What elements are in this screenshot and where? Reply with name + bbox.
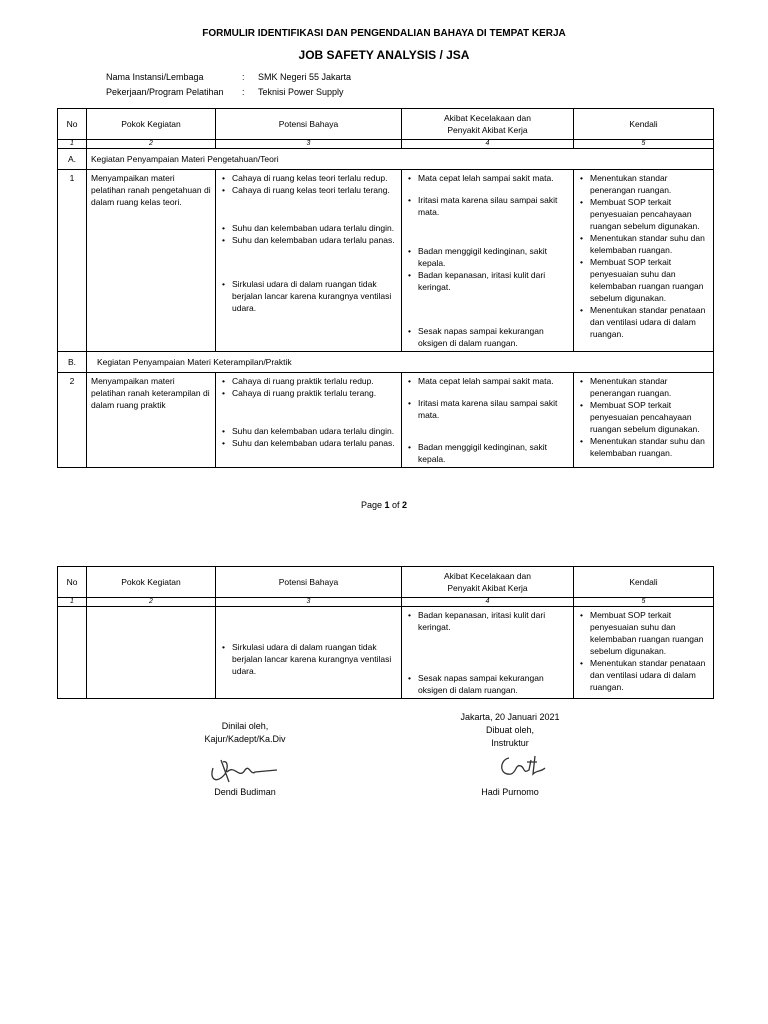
col-activity: Pokok Kegiatan — [87, 109, 216, 140]
list-item: • Menentukan standar suhu dan kelembaban ruangan. — [590, 232, 709, 256]
job-label: Pekerjaan/Program Pelatihan — [106, 87, 224, 97]
table-row — [58, 373, 714, 468]
page-current: 1 — [384, 500, 390, 510]
colon: : — [242, 72, 245, 82]
left-signature-icon — [205, 752, 285, 786]
col-effect — [402, 109, 574, 140]
col-hazard: Potensi Bahaya — [216, 109, 402, 140]
row-2-controls — [574, 373, 714, 468]
right-signature-icon — [495, 748, 555, 782]
list-item: • Sesak napas sampai kekurangan oksigen di dalam ruangan. — [418, 325, 569, 349]
section-a-title: Kegiatan Penyampaian Materi Pengetahuan/Teori — [87, 149, 714, 170]
list-item: • Sirkulasi udara di dalam ruangan tidak berjalan lancar karena kurangnya ventilasi udara. — [232, 278, 397, 314]
form-subtitle: JOB SAFETY ANALYSIS / JSA — [298, 48, 470, 62]
section-b-title: Kegiatan Penyampaian Materi Keterampilan/Praktik — [87, 352, 714, 373]
col-effect — [402, 567, 574, 598]
num-5: 5 — [574, 598, 714, 607]
left-signer-name: Dendi Budiman — [214, 787, 276, 797]
num-2: 2 — [87, 140, 216, 149]
institution-value: SMK Negeri 55 Jakarta — [258, 72, 352, 82]
section-b-code: B. — [58, 352, 87, 373]
list-item: • Cahaya di ruang praktik terlalu terang. — [232, 387, 397, 399]
list-item: • Badan kepanasan, iritasi kulit dari keringat. — [418, 269, 569, 293]
num-1: 1 — [58, 598, 87, 607]
col-effect-line1: Akibat Kecelakaan dan — [444, 113, 531, 123]
list-item: • Suhu dan kelembaban udara terlalu panas. — [232, 437, 397, 449]
section-b-row — [58, 352, 714, 373]
jsa-table-page-1 — [57, 108, 714, 468]
col-activity: Pokok Kegiatan — [87, 567, 216, 598]
list-item: • Cahaya di ruang praktik terlalu redup. — [232, 375, 397, 387]
list-item: • Menentukan standar penerangan ruangan. — [590, 375, 709, 399]
list-item: • Membuat SOP terkait penyesuaian suhu dan kelembaban ruangan ruangan sebelum digunakan. — [590, 256, 709, 304]
header-row — [58, 109, 714, 140]
row-2-cont-controls — [574, 607, 714, 699]
num-3: 3 — [216, 140, 402, 149]
row-2-activity: Menyampaikan materi pelatihan ranah keterampilan di dalam ruang praktik — [87, 373, 216, 468]
page-indicator — [0, 500, 768, 510]
col-no: No — [58, 567, 87, 598]
num-1: 1 — [58, 140, 87, 149]
col-control: Kendali — [574, 109, 714, 140]
num-4: 4 — [402, 598, 574, 607]
list-item: • Sirkulasi udara di dalam ruangan tidak berjalan lancar karena kurangnya ventilasi udara. — [232, 641, 397, 677]
num-3: 3 — [216, 598, 402, 607]
row-1-activity: Menyampaikan materi pelatihan ranah pengetahuan di dalam ruang kelas teori. — [87, 170, 216, 352]
list-item: • Cahaya di ruang kelas teori terlalu redup. — [232, 172, 397, 184]
col-effect-line2: Penyakit Akibat Kerja — [447, 583, 528, 593]
list-item: • Sesak napas sampai kekurangan oksigen di dalam ruangan. — [418, 672, 569, 696]
page-mid: of — [389, 500, 403, 510]
signature-right-block — [430, 711, 590, 750]
header-row — [58, 567, 714, 598]
list-item: • Menentukan standar suhu dan kelembaban ruangan. — [590, 435, 709, 459]
number-row — [58, 598, 714, 607]
num-2: 2 — [87, 598, 216, 607]
left-role-line2: Kajur/Kadept/Ka.Div — [204, 734, 286, 744]
institution-label: Nama Instansi/Lembaga — [106, 72, 204, 82]
page-pre: Page — [360, 500, 385, 510]
col-hazard: Potensi Bahaya — [216, 567, 402, 598]
list-item: • Membuat SOP terkait penyesuaian pencahayaan ruangan sebelum digunakan. — [590, 399, 709, 435]
list-item: • Menentukan standar penataan dan ventilasi udara di dalam ruangan. — [590, 657, 709, 693]
signature-left-block — [170, 720, 320, 746]
row-1-hazards — [216, 170, 402, 352]
row-2-effects — [402, 373, 574, 468]
list-item: • Cahaya di ruang kelas teori terlalu terang. — [232, 184, 397, 196]
num-5: 5 — [574, 140, 714, 149]
row-1-effects — [402, 170, 574, 352]
number-row — [58, 140, 714, 149]
list-item: • Suhu dan kelembaban udara terlalu panas. — [232, 234, 397, 246]
row-2-cont-effects — [402, 607, 574, 699]
list-item: • Menentukan standar penataan dan ventilasi udara di dalam ruangan. — [590, 304, 709, 340]
list-item: • Badan menggigil kedinginan, sakit kepala. — [418, 441, 569, 465]
form-title: FORMULIR IDENTIFIKASI DAN PENGENDALIAN BAHAYA DI TEMPAT KERJA — [202, 28, 566, 39]
page-total: 2 — [402, 500, 408, 510]
row-2-cont-no — [58, 607, 87, 699]
right-role-line2: Instruktur — [491, 738, 529, 748]
list-item: • Badan kepanasan, iritasi kulit dari keringat. — [418, 609, 569, 633]
row-1-no: 1 — [58, 170, 87, 352]
table-row — [58, 607, 714, 699]
left-role-line1: Dinilai oleh, — [221, 721, 269, 731]
list-item: • Badan menggigil kedinginan, sakit kepala. — [418, 245, 569, 269]
list-item: • Iritasi mata karena silau sampai sakit mata. — [418, 194, 569, 218]
list-item: • Iritasi mata karena silau sampai sakit mata. — [418, 397, 569, 421]
row-2-cont-hazards — [216, 607, 402, 699]
col-no: No — [58, 109, 87, 140]
job-value: Teknisi Power Supply — [258, 87, 344, 97]
jsa-table-page-2 — [57, 566, 714, 699]
row-2-no: 2 — [58, 373, 87, 468]
row-2-hazards — [216, 373, 402, 468]
row-1-controls — [574, 170, 714, 352]
list-item: • Mata cepat lelah sampai sakit mata. — [418, 375, 569, 387]
col-effect-line2: Penyakit Akibat Kerja — [447, 125, 528, 135]
colon: : — [242, 87, 245, 97]
list-item: • Mata cepat lelah sampai sakit mata. — [418, 172, 569, 184]
right-role-line1: Dibuat oleh, — [485, 725, 535, 735]
list-item: • Membuat SOP terkait penyesuaian pencahayaan ruangan sebelum digunakan. — [590, 196, 709, 232]
table-row — [58, 170, 714, 352]
num-4: 4 — [402, 140, 574, 149]
right-signer-name: Hadi Purnomo — [481, 787, 539, 797]
right-date: Jakarta, 20 Januari 2021 — [460, 712, 560, 722]
info-table — [106, 70, 351, 100]
section-a-row — [58, 149, 714, 170]
col-control: Kendali — [574, 567, 714, 598]
list-item: • Membuat SOP terkait penyesuaian suhu dan kelembaban ruangan ruangan sebelum digunakan. — [590, 609, 709, 657]
col-effect-line1: Akibat Kecelakaan dan — [444, 571, 531, 581]
list-item: • Menentukan standar penerangan ruangan. — [590, 172, 709, 196]
list-item: • Suhu dan kelembaban udara terlalu dingin. — [232, 425, 397, 437]
row-2-cont-activity — [87, 607, 216, 699]
section-a-code: A. — [58, 149, 87, 170]
list-item: • Suhu dan kelembaban udara terlalu dingin. — [232, 222, 397, 234]
